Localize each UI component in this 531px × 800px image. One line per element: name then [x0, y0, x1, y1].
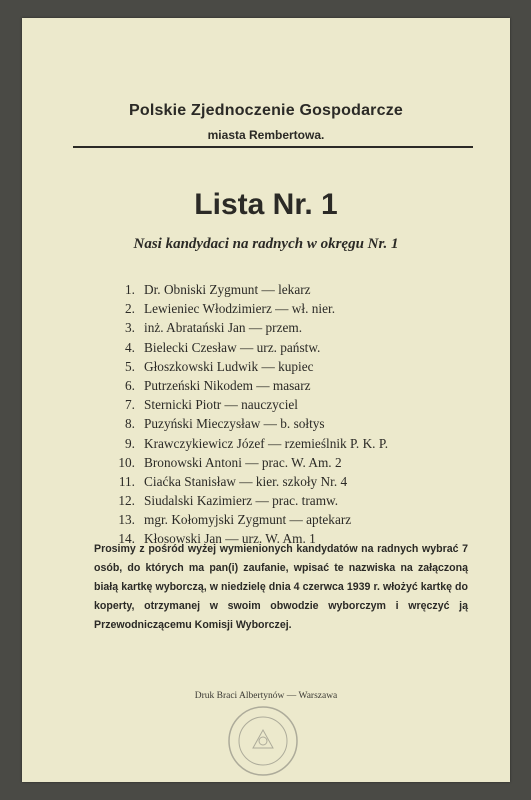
candidate-number: 1.: [125, 282, 135, 297]
candidate-number: 8.: [125, 416, 135, 432]
candidate-text: Ciaćka Stanisław — kier. szkoły Nr. 4: [144, 473, 348, 489]
candidate-list: [110, 280, 388, 549]
candidate-number: 6.: [125, 377, 135, 393]
candidate-text: inż. Abratański Jan — przem.: [144, 320, 303, 336]
candidate-text: Bronowski Antoni — prac. W. Am. 2: [144, 454, 342, 470]
candidate-item: [110, 318, 388, 337]
page-subtitle: Nasi kandydaci na radnych w okręgu Nr. 1: [133, 236, 399, 252]
voting-instructions: Prosimy z pośród wyżej wymienionych kandydatów na radnych wybrać 7 osób, do których ma pan(i) zaufanie, wpisać te nazwiska na załączoną białą kartkę wyborczą, w niedzielę dnia 4 czerwca 1939 r. włożyć kartkę do koperty, otrzymanej w swoim obwodzie wyborczym i wręczyć ją Przewodniczącemu Komisji Wyborczej.: [94, 543, 468, 631]
candidate-item: [110, 395, 388, 414]
page-title: Lista Nr. 1: [194, 188, 338, 221]
printer-imprint: Druk Braci Albertynów — Warszawa: [194, 691, 338, 701]
city-name: miasta Rembertowa.: [207, 128, 325, 142]
candidate-number: 12.: [118, 493, 135, 509]
candidate-item: [110, 491, 388, 510]
candidate-item: [110, 280, 388, 299]
leaflet-page: [22, 18, 510, 782]
candidate-number: 4.: [125, 339, 135, 355]
candidate-item: [110, 299, 388, 318]
candidate-text: Głoszkowski Ludwik — kupiec: [144, 358, 314, 374]
candidate-item: [110, 453, 388, 472]
candidate-text: Puzyński Mieczysław — b. sołtys: [144, 416, 325, 432]
candidate-text: Siudalski Kazimierz — prac. tramw.: [144, 493, 339, 509]
candidate-item: [110, 414, 388, 433]
candidate-item: [110, 357, 388, 376]
candidate-number: 3.: [125, 320, 135, 336]
candidate-text: Dr. Obniski Zygmunt — lekarz: [144, 282, 311, 297]
candidate-number: 2.: [125, 301, 135, 317]
candidate-text: Sternicki Piotr — nauczyciel: [144, 397, 298, 413]
candidate-number: 14.: [118, 531, 135, 547]
candidate-number: 5.: [125, 358, 135, 374]
candidate-item: [110, 338, 388, 357]
candidate-text: Kłosowski Jan — urz. W. Am. 1: [144, 531, 316, 547]
candidate-number: 9.: [125, 435, 135, 451]
candidate-item: [110, 472, 388, 491]
candidate-text: Lewieniec Włodzimierz — wł. nier.: [144, 301, 336, 317]
candidate-text: mgr. Kołomyjski Zygmunt — aptekarz: [144, 512, 352, 528]
candidate-text: Krawczykiewicz Józef — rzemieślnik P. K. P.: [144, 435, 389, 451]
candidate-item: [110, 376, 388, 395]
candidate-number: 11.: [118, 473, 135, 489]
candidate-item: [110, 434, 388, 453]
organization-name: Polskie Zjednoczenie Gospodarcze: [128, 102, 404, 119]
candidate-number: 10.: [118, 454, 135, 470]
candidate-item: [110, 510, 388, 529]
candidate-number: 7.: [125, 397, 135, 413]
candidate-text: Putrzeński Nikodem — masarz: [144, 377, 311, 393]
header-divider: [73, 146, 473, 148]
candidate-text: Bielecki Czesław — urz. państw.: [144, 339, 321, 355]
library-stamp-icon: [226, 704, 300, 778]
candidate-number: 13.: [118, 512, 135, 528]
